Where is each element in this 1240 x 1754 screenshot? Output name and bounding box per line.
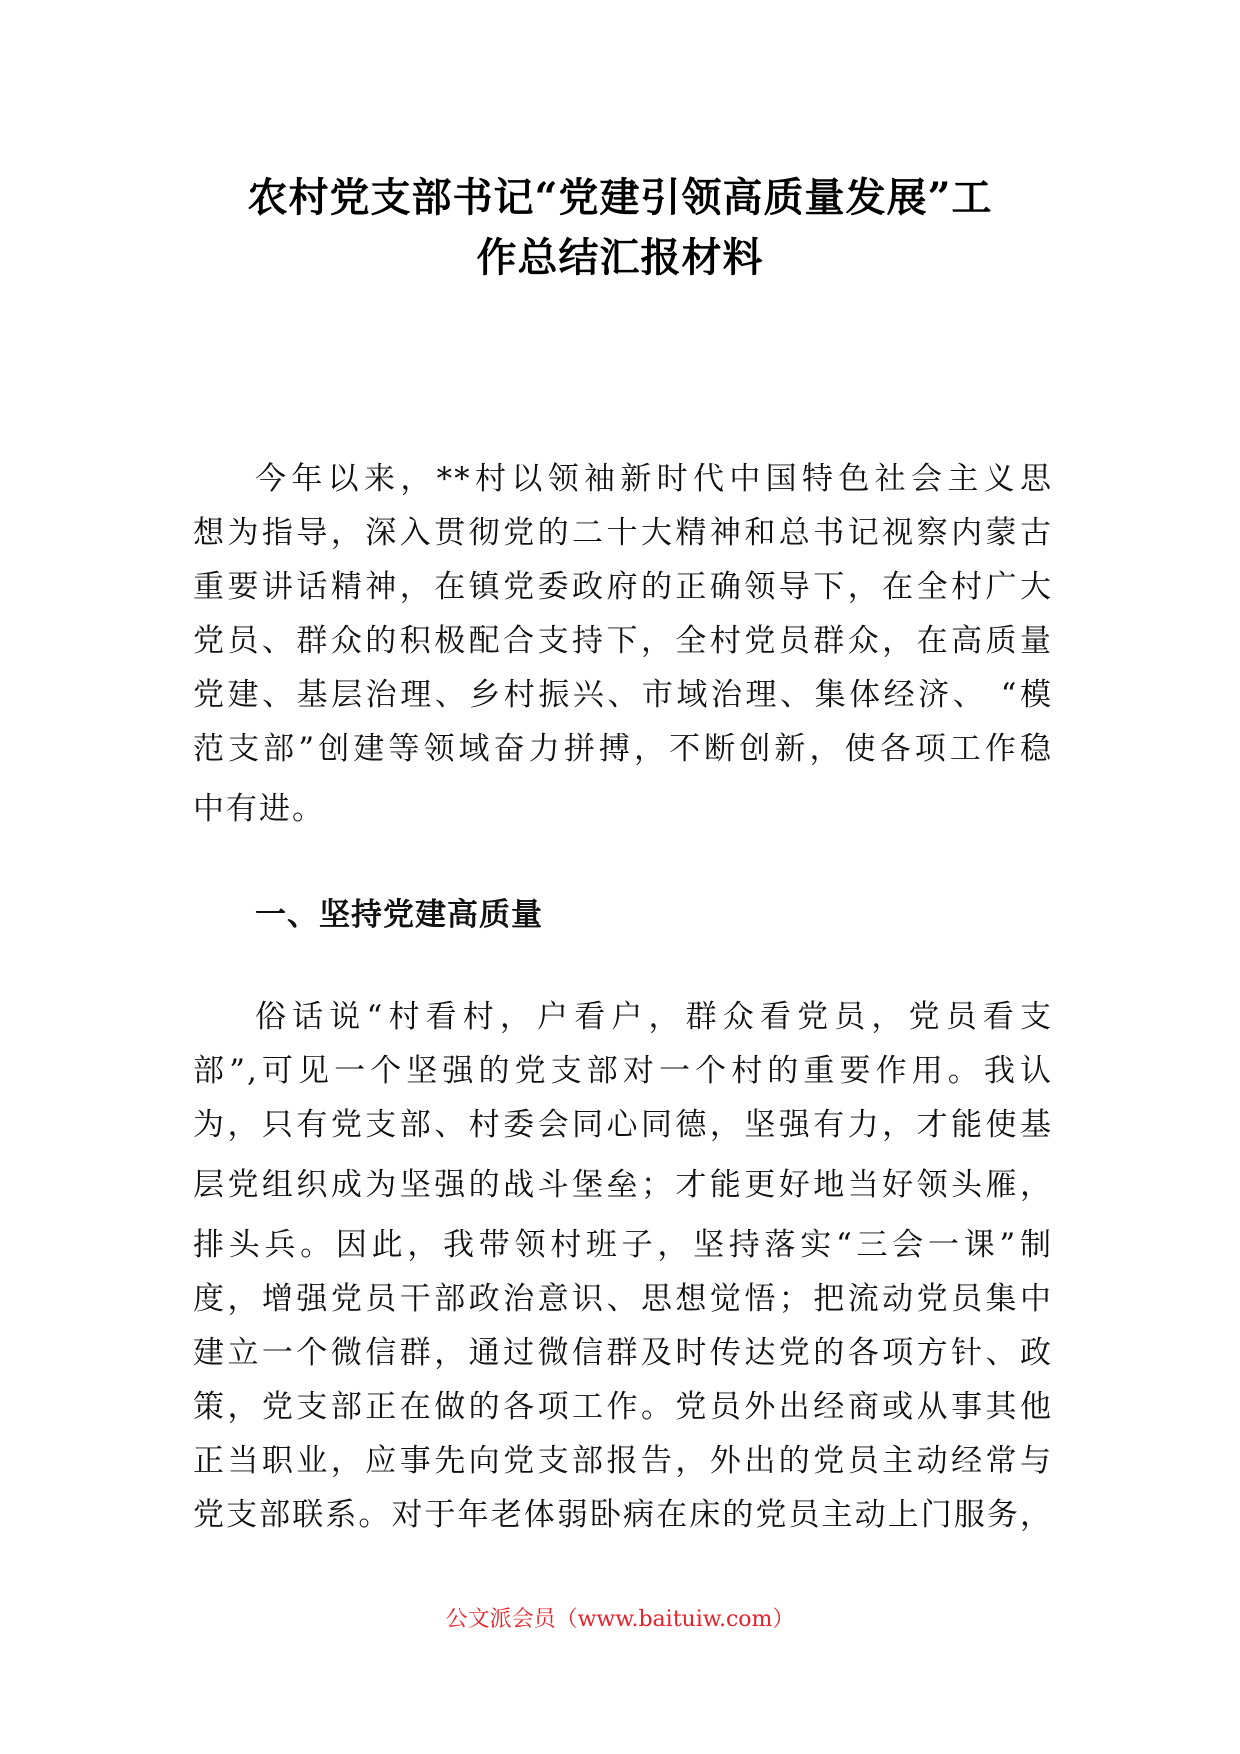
paragraph-line: 俗话说“村看村，户看户，群众看党员，党员看支 xyxy=(255,999,1053,1035)
footer-watermark-link[interactable]: 公文派会员（www.baituiw.com） xyxy=(445,1607,795,1632)
paragraph-line: 建立一个微信群，通过微信群及时传达党的各项方针、政 xyxy=(193,1335,1053,1371)
paragraph-line: 为，只有党支部、村委会同心同德，坚强有力，才能使基 xyxy=(193,1107,1053,1143)
intro-paragraph xyxy=(193,452,1053,836)
paragraph-line: 党建、基层治理、乡村振兴、市域治理、集体经济、 “模 xyxy=(193,677,1053,713)
paragraph-line: 层党组织成为坚强的战斗堡垒；才能更好地当好领头雁， xyxy=(193,1167,1053,1203)
paragraph-line: 中有进。 xyxy=(193,791,325,827)
paragraph-line: 策，党支部正在做的各项工作。党员外出经商或从事其他 xyxy=(193,1389,1053,1425)
paragraph-line: 范支部”创建等领域奋力拼搏，不断创新，使各项工作稳 xyxy=(193,731,1053,767)
document-title xyxy=(150,168,1090,288)
paragraph-line: 重要讲话精神，在镇党委政府的正确领导下，在全村广大 xyxy=(193,569,1053,605)
paragraph-line: 想为指导，深入贯彻党的二十大精神和总书记视察内蒙古 xyxy=(193,515,1053,551)
title-line-2: 作总结汇报材料 xyxy=(476,234,764,281)
section-paragraph xyxy=(193,990,1053,1542)
title-line-1: 农村党支部书记“党建引领高质量发展”工 xyxy=(247,174,993,221)
section-heading: 一、坚持党建高质量 xyxy=(255,897,543,933)
paragraph-line: 党支部联系。对于年老体弱卧病在床的党员主动上门服务， xyxy=(193,1497,1053,1533)
paragraph-line: 正当职业，应事先向党支部报告，外出的党员主动经常与 xyxy=(193,1443,1053,1479)
paragraph-line: 部”,可见一个坚强的党支部对一个村的重要作用。我认 xyxy=(193,1053,1053,1089)
paragraph-line: 排头兵。因此，我带领村班子，坚持落实“三会一课”制 xyxy=(193,1227,1053,1263)
paragraph-line: 度，增强党员干部政治意识、思想觉悟；把流动党员集中 xyxy=(193,1281,1053,1317)
paragraph-line: 党员、群众的积极配合支持下，全村党员群众，在高质量 xyxy=(193,623,1053,659)
paragraph-line: 今年以来，**村以领袖新时代中国特色社会主义思 xyxy=(255,461,1053,497)
